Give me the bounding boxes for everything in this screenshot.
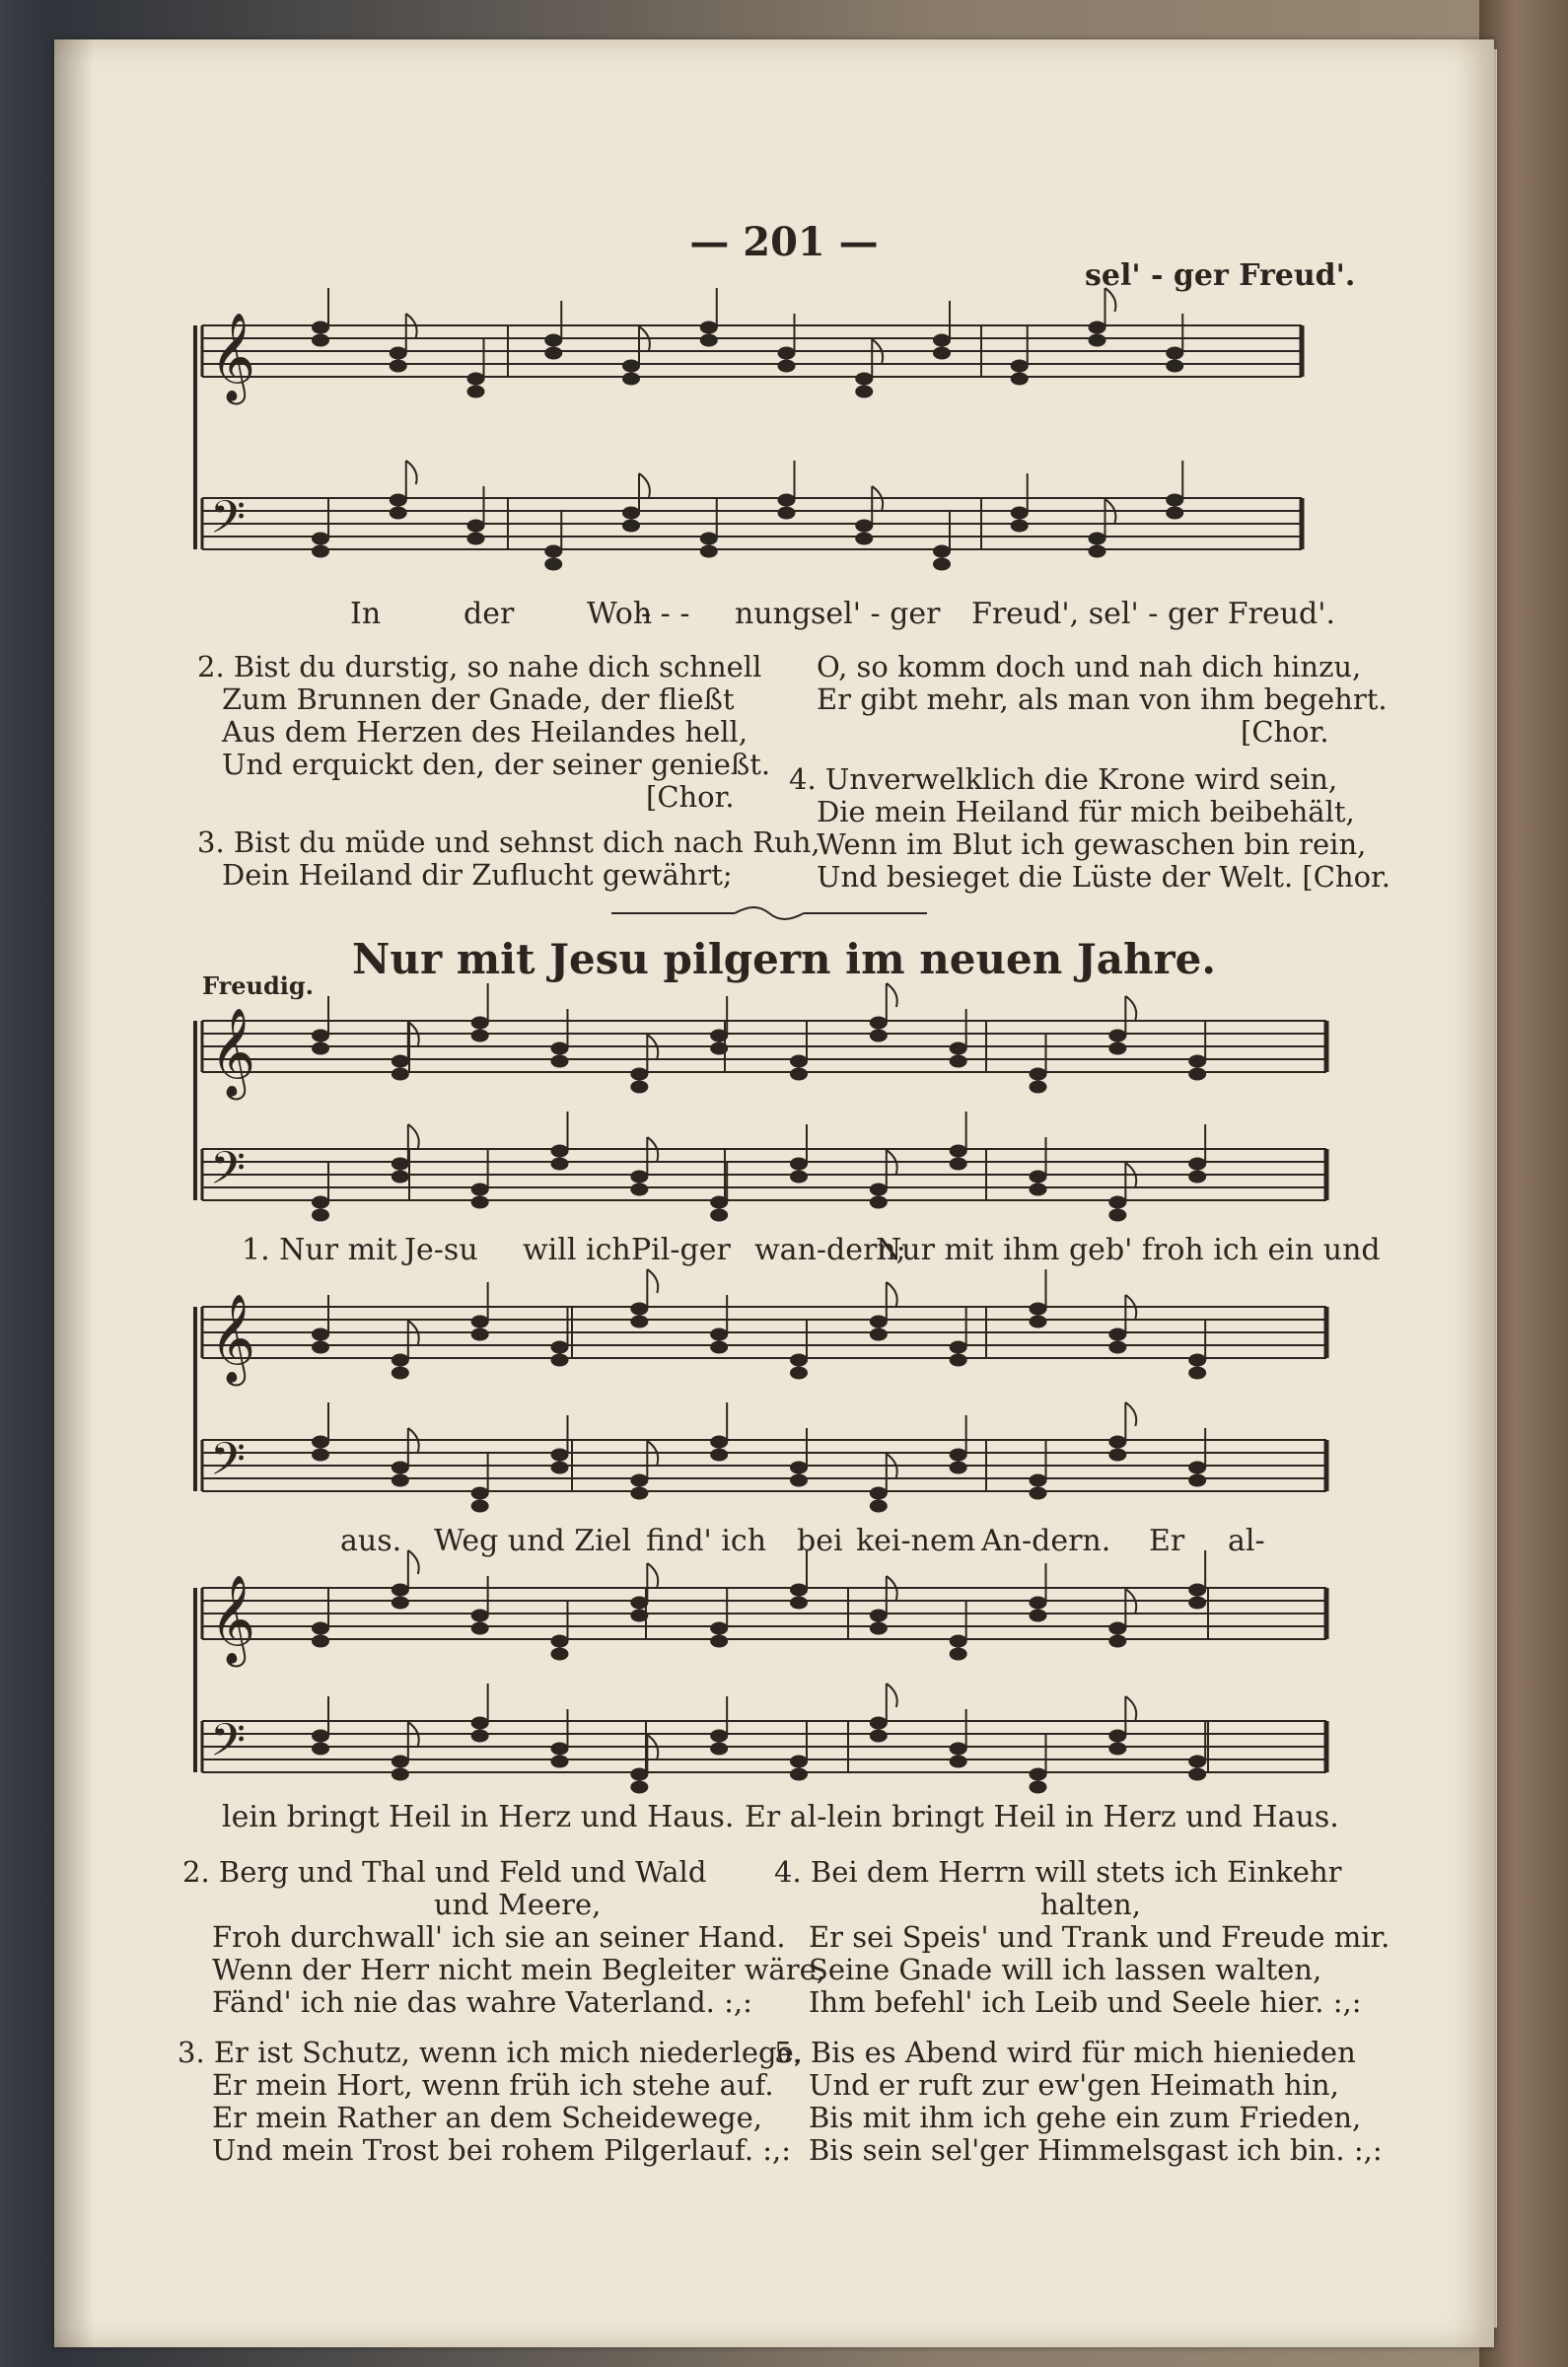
notehead xyxy=(551,1055,569,1068)
notehead xyxy=(870,1610,888,1622)
notehead xyxy=(870,1184,888,1196)
top-right-lyric: sel' - ger Freud'. xyxy=(1085,258,1356,293)
notehead xyxy=(1108,1030,1126,1042)
notehead xyxy=(870,1316,888,1328)
verse-line: Und besieget die Lüste der Welt. [Chor. xyxy=(817,860,1390,894)
notehead xyxy=(392,1158,409,1171)
notehead xyxy=(467,386,485,398)
notehead xyxy=(1030,1597,1047,1610)
notehead xyxy=(312,1743,329,1756)
verse-line: 2. Berg und Thal und Feld und Wald xyxy=(182,1855,707,1889)
page-number: — 201 — xyxy=(689,219,879,265)
notehead xyxy=(1108,1209,1126,1222)
verse-line: Bis mit ihm ich gehe ein zum Frieden, xyxy=(809,2101,1362,2134)
lyric-word: Pil-ger xyxy=(631,1233,731,1267)
verse-line: Und erquickt den, der seiner genießt. xyxy=(222,748,771,781)
notehead xyxy=(700,545,718,558)
notehead xyxy=(1089,533,1106,545)
verse-line: Dein Heiland dir Zuflucht gewährt; xyxy=(222,858,733,892)
notehead xyxy=(790,1584,808,1597)
verse-line: halten, xyxy=(1040,1888,1141,1921)
notehead xyxy=(1188,1158,1206,1171)
notehead xyxy=(392,1597,409,1610)
notehead xyxy=(1030,1171,1047,1184)
notehead xyxy=(1011,373,1029,386)
notehead xyxy=(630,1068,648,1081)
notehead xyxy=(1188,1597,1206,1610)
notehead xyxy=(392,1055,409,1068)
notehead xyxy=(710,1328,728,1341)
notehead xyxy=(1188,1584,1206,1597)
notehead xyxy=(778,507,796,520)
verse-line: Er gibt mehr, als man von ihm begehrt. xyxy=(817,682,1388,716)
verse-line: Wenn der Herr nicht mein Begleiter wäre, xyxy=(212,1953,825,1986)
notehead xyxy=(790,1462,808,1474)
lyric-word: - - - xyxy=(641,597,690,631)
treble-clef-icon: 𝄞 xyxy=(210,1575,256,1664)
notehead xyxy=(950,1042,967,1055)
verse-4b xyxy=(774,1856,1390,2019)
notehead xyxy=(1108,1449,1126,1462)
notehead xyxy=(551,1756,569,1768)
lyric-word: wan-dern; xyxy=(754,1233,906,1267)
notehead xyxy=(1188,1756,1206,1768)
bass-clef-icon: 𝄢 xyxy=(210,1714,247,1778)
notehead xyxy=(1089,545,1106,558)
notehead xyxy=(710,1042,728,1055)
notehead xyxy=(1108,1328,1126,1341)
notehead xyxy=(630,1781,648,1794)
notehead xyxy=(1108,1743,1126,1756)
notehead xyxy=(790,1597,808,1610)
notehead xyxy=(1188,1171,1206,1184)
notehead xyxy=(1188,1462,1206,1474)
notehead xyxy=(870,1717,888,1730)
verse-line: und Meere, xyxy=(434,1888,602,1921)
notehead xyxy=(1030,1303,1047,1316)
verse-5b xyxy=(774,2037,1383,2167)
notehead xyxy=(312,545,329,558)
notehead xyxy=(467,520,485,533)
notehead xyxy=(778,494,796,507)
verse-2-continued xyxy=(817,651,1388,749)
notehead xyxy=(390,347,407,360)
notehead xyxy=(870,1017,888,1030)
verse-line: 3. Er ist Schutz, wenn ich mich niederlege, xyxy=(178,2036,803,2069)
notehead xyxy=(551,1341,569,1354)
note-flag xyxy=(406,461,417,484)
notehead xyxy=(950,1648,967,1661)
notehead xyxy=(1030,1081,1047,1094)
notehead xyxy=(870,1730,888,1743)
notehead xyxy=(390,494,407,507)
notehead xyxy=(312,1328,329,1341)
notehead xyxy=(1108,1730,1126,1743)
verse-line: Fänd' ich nie das wahre Vaterland. :,: xyxy=(212,1985,752,2019)
notehead xyxy=(622,507,640,520)
notehead xyxy=(710,1209,728,1222)
notehead xyxy=(471,1030,489,1042)
notehead xyxy=(855,386,873,398)
verse-2b xyxy=(182,1856,825,2019)
notehead xyxy=(790,1756,808,1768)
notehead xyxy=(870,1328,888,1341)
verse-line: Und mein Trost bei rohem Pilgerlauf. :,: xyxy=(212,2133,792,2167)
notehead xyxy=(1089,322,1106,334)
notehead xyxy=(1166,347,1183,360)
notehead xyxy=(1011,507,1029,520)
notehead xyxy=(870,1622,888,1635)
notehead xyxy=(471,1610,489,1622)
notehead xyxy=(630,1303,648,1316)
chor-mark: [Chor. xyxy=(1241,715,1329,749)
note-flag xyxy=(639,473,650,497)
notehead xyxy=(933,545,951,558)
notehead xyxy=(1030,1316,1047,1328)
notehead xyxy=(855,373,873,386)
notehead xyxy=(1030,1781,1047,1794)
notehead xyxy=(312,322,329,334)
notehead xyxy=(790,1171,808,1184)
note-flag xyxy=(887,1282,897,1306)
notehead xyxy=(1108,1436,1126,1449)
notehead xyxy=(790,1055,808,1068)
notehead xyxy=(710,1030,728,1042)
note-flag xyxy=(887,1684,897,1707)
notehead xyxy=(312,1042,329,1055)
notehead xyxy=(471,1196,489,1209)
notehead xyxy=(551,1648,569,1661)
notehead xyxy=(933,558,951,571)
notehead xyxy=(1166,507,1183,520)
lyric-word: Woh xyxy=(587,597,653,631)
notehead xyxy=(622,373,640,386)
notehead xyxy=(630,1597,648,1610)
notehead xyxy=(392,1462,409,1474)
verse-3b xyxy=(178,2037,803,2167)
treble-clef-icon: 𝄞 xyxy=(210,313,256,401)
lyric-word: nung xyxy=(735,597,812,631)
lyric-word: kei-nem xyxy=(856,1524,976,1558)
verse-3 xyxy=(197,826,820,892)
notehead xyxy=(950,1145,967,1158)
notehead xyxy=(544,558,562,571)
tempo-marking: Freudig. xyxy=(202,971,315,1000)
note-flag xyxy=(1125,996,1136,1020)
treble-clef-icon: 𝄞 xyxy=(210,1008,256,1097)
notehead xyxy=(1011,360,1029,373)
notehead xyxy=(390,507,407,520)
notehead xyxy=(700,334,718,347)
notehead xyxy=(950,1341,967,1354)
notehead xyxy=(1030,1610,1047,1622)
verse-line: Er mein Hort, wenn früh ich stehe auf. xyxy=(212,2068,774,2102)
notehead xyxy=(1108,1341,1126,1354)
verse-2 xyxy=(197,651,770,814)
verse-line: Seine Gnade will ich lassen walten, xyxy=(809,1953,1322,1986)
song-title: Nur mit Jesu pilgern im neuen Jahre. xyxy=(352,935,1216,983)
notehead xyxy=(790,1068,808,1081)
notehead xyxy=(1030,1487,1047,1500)
lyric-line: Er al-lein bringt Heil in Herz und Haus. xyxy=(745,1800,1339,1834)
notehead xyxy=(630,1768,648,1781)
notehead xyxy=(950,1462,967,1474)
note-flag xyxy=(408,1124,419,1148)
notehead xyxy=(471,1316,489,1328)
notehead xyxy=(392,1367,409,1380)
note-flag xyxy=(1125,1402,1136,1426)
notehead xyxy=(630,1474,648,1487)
notehead xyxy=(710,1622,728,1635)
notehead xyxy=(622,360,640,373)
notehead xyxy=(950,1743,967,1756)
notehead xyxy=(551,1158,569,1171)
notehead xyxy=(467,533,485,545)
treble-clef-icon: 𝄞 xyxy=(210,1294,256,1383)
note-flag xyxy=(408,1550,419,1574)
lyric-word: al- xyxy=(1228,1524,1265,1558)
notehead xyxy=(630,1081,648,1094)
notehead xyxy=(630,1171,648,1184)
notehead xyxy=(471,1500,489,1513)
notehead xyxy=(392,1474,409,1487)
notehead xyxy=(870,1487,888,1500)
lyric-word: In xyxy=(350,597,382,631)
notehead xyxy=(710,1449,728,1462)
notehead xyxy=(1188,1367,1206,1380)
notehead xyxy=(312,1209,329,1222)
verse-line: Froh durchwall' ich sie an seiner Hand. xyxy=(212,1920,786,1954)
notehead xyxy=(392,1756,409,1768)
verse-line: 5. Bis es Abend wird für mich hienieden xyxy=(774,2036,1356,2069)
lyric-word: Er xyxy=(1149,1524,1185,1558)
note-flag xyxy=(887,983,897,1007)
notehead xyxy=(710,1743,728,1756)
lyric-word: Nur mit ihm geb' froh ich ein und xyxy=(876,1233,1381,1267)
notehead xyxy=(1011,520,1029,533)
verse-line: Zum Brunnen der Gnade, der fließt xyxy=(222,682,735,716)
notehead xyxy=(312,1341,329,1354)
notehead xyxy=(778,360,796,373)
lyric-line: lein bringt Heil in Herz und Haus. xyxy=(222,1800,735,1834)
lyric-word: sel' - ger xyxy=(811,597,941,631)
notehead xyxy=(312,533,329,545)
notehead xyxy=(471,1717,489,1730)
notehead xyxy=(1108,1622,1126,1635)
notehead xyxy=(312,1436,329,1449)
lyric-word: find' ich xyxy=(646,1524,767,1558)
notehead xyxy=(870,1030,888,1042)
notehead xyxy=(790,1158,808,1171)
notehead xyxy=(471,1622,489,1635)
notehead xyxy=(950,1756,967,1768)
notehead xyxy=(700,533,718,545)
notehead xyxy=(467,373,485,386)
verse-line: Und er ruft zur ew'gen Heimath hin, xyxy=(809,2068,1339,2102)
notehead xyxy=(471,1017,489,1030)
notehead xyxy=(1166,360,1183,373)
verse-line: Er sei Speis' und Trank und Freude mir. xyxy=(809,1920,1390,1954)
notehead xyxy=(312,1730,329,1743)
verse-line: 2. Bist du durstig, so nahe dich schnell xyxy=(197,650,762,683)
notehead xyxy=(312,1030,329,1042)
notehead xyxy=(1030,1768,1047,1781)
notehead xyxy=(1188,1068,1206,1081)
notehead xyxy=(551,1635,569,1648)
verse-line: Bis sein sel'ger Himmelsgast ich bin. :,: xyxy=(809,2133,1383,2167)
notehead xyxy=(392,1768,409,1781)
notehead xyxy=(392,1584,409,1597)
notehead xyxy=(471,1328,489,1341)
verse-line: Wenn im Blut ich gewaschen bin rein, xyxy=(817,827,1367,861)
notehead xyxy=(855,520,873,533)
notehead xyxy=(710,1436,728,1449)
notehead xyxy=(710,1341,728,1354)
notehead xyxy=(1108,1196,1126,1209)
notehead xyxy=(471,1730,489,1743)
notehead xyxy=(1166,494,1183,507)
notehead xyxy=(1108,1635,1126,1648)
notehead xyxy=(1030,1184,1047,1196)
notehead xyxy=(312,1449,329,1462)
notehead xyxy=(551,1462,569,1474)
note-flag xyxy=(1105,288,1116,312)
notehead xyxy=(471,1487,489,1500)
notehead xyxy=(710,1730,728,1743)
notehead xyxy=(700,322,718,334)
notehead xyxy=(1188,1055,1206,1068)
notehead xyxy=(630,1316,648,1328)
notehead xyxy=(312,1196,329,1209)
notehead xyxy=(551,1354,569,1367)
notehead xyxy=(778,347,796,360)
notehead xyxy=(870,1500,888,1513)
notehead xyxy=(933,347,951,360)
bass-clef-icon: 𝄢 xyxy=(210,1433,247,1497)
notehead xyxy=(1188,1768,1206,1781)
notehead xyxy=(870,1196,888,1209)
verse-line: O, so komm doch und nah dich hinzu, xyxy=(817,650,1362,683)
lyric-word: der xyxy=(463,597,515,631)
notehead xyxy=(392,1354,409,1367)
notehead xyxy=(950,1635,967,1648)
notehead xyxy=(1030,1474,1047,1487)
verse-4 xyxy=(789,763,1390,894)
notehead xyxy=(790,1367,808,1380)
notehead xyxy=(1030,1068,1047,1081)
notehead xyxy=(950,1354,967,1367)
verse-line: 3. Bist du müde und sehnst dich nach Ruh, xyxy=(197,825,820,859)
lyric-word: Weg und Ziel xyxy=(434,1524,632,1558)
notehead xyxy=(790,1768,808,1781)
notehead xyxy=(312,1622,329,1635)
notehead xyxy=(544,545,562,558)
notehead xyxy=(710,1635,728,1648)
verse-line: Ihm befehl' ich Leib und Seele hier. :,: xyxy=(809,1985,1362,2019)
notehead xyxy=(1188,1474,1206,1487)
note-flag xyxy=(1125,1696,1136,1720)
notehead xyxy=(933,334,951,347)
lyric-word: An-dern. xyxy=(981,1524,1111,1558)
notehead xyxy=(630,1487,648,1500)
notehead xyxy=(392,1171,409,1184)
notehead xyxy=(790,1474,808,1487)
notehead xyxy=(855,533,873,545)
notehead xyxy=(312,334,329,347)
note-flag xyxy=(647,1563,658,1587)
bass-clef-icon: 𝄢 xyxy=(210,1142,247,1206)
notehead xyxy=(551,1449,569,1462)
lyric-word: Je-su xyxy=(404,1233,478,1267)
lyric-word: will ich xyxy=(523,1233,631,1267)
notehead xyxy=(312,1635,329,1648)
verse-line: 4. Unverwelklich die Krone wird sein, xyxy=(789,762,1338,796)
verse-line: 4. Bei dem Herrn will stets ich Einkehr xyxy=(774,1855,1342,1889)
notehead xyxy=(950,1158,967,1171)
notehead xyxy=(471,1184,489,1196)
notehead xyxy=(1089,334,1106,347)
verse-line: Die mein Heiland für mich beibehält, xyxy=(817,795,1355,828)
lyric-word: bei xyxy=(797,1524,843,1558)
notehead xyxy=(950,1055,967,1068)
notehead xyxy=(544,347,562,360)
verse-line: Aus dem Herzen des Heilandes hell, xyxy=(222,715,748,749)
divider-ornament xyxy=(611,905,927,921)
lyric-word: aus. xyxy=(340,1524,402,1558)
notehead xyxy=(622,520,640,533)
notehead xyxy=(551,1743,569,1756)
notehead xyxy=(790,1354,808,1367)
notehead xyxy=(950,1449,967,1462)
notehead xyxy=(390,360,407,373)
notehead xyxy=(392,1068,409,1081)
note-flag xyxy=(647,1269,658,1293)
notehead xyxy=(630,1610,648,1622)
chor-mark: [Chor. xyxy=(646,780,735,814)
verse-line: Er mein Rather an dem Scheidewege, xyxy=(212,2101,762,2134)
notehead xyxy=(1108,1042,1126,1055)
notehead xyxy=(551,1042,569,1055)
notehead xyxy=(710,1196,728,1209)
lyric-word: 1. Nur mit xyxy=(242,1233,397,1267)
notehead xyxy=(630,1184,648,1196)
notehead xyxy=(551,1145,569,1158)
bass-clef-icon: 𝄢 xyxy=(210,491,247,555)
notehead xyxy=(1188,1354,1206,1367)
notehead xyxy=(544,334,562,347)
lyric-word: Freud', sel' - ger Freud'. xyxy=(971,597,1336,631)
